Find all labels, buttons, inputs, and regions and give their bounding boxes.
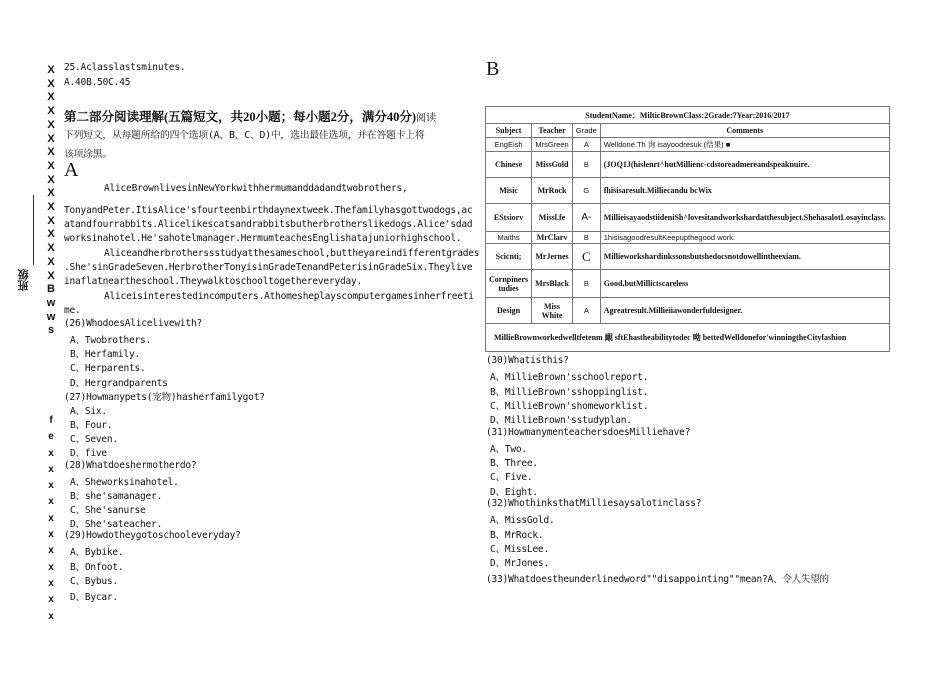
answer-option: D、five [70, 448, 107, 460]
margin-mark: x [48, 512, 54, 524]
margin-mark: X [47, 201, 55, 214]
margin-mark: x [48, 577, 54, 589]
cell-grade: B [572, 232, 600, 244]
passage-line: worksinahotel.He'sahotelmanager.HermumteachesEnglishatajuniorhighschool. [64, 233, 462, 244]
margin-mark: X [47, 187, 55, 200]
margin-mark: X [47, 118, 55, 131]
cell-teacher: MrsBlack [532, 270, 573, 298]
cell-subject: Misic [486, 178, 532, 204]
question-text: (30)Whatisthis? [486, 355, 569, 366]
report-footer: MillieBrownworkedwelltfetenm 靦 sftEhastheabilitytodec 呦 bettedWelldonefor'winningtheCityfashion [486, 324, 890, 352]
margin-mark: x [48, 463, 54, 475]
cell-grade: A- [572, 204, 600, 232]
q25-options: A.40B.50C.45 [64, 77, 131, 88]
answer-option: B、MrRock. [490, 529, 544, 541]
cell-subject: Maiths [486, 232, 532, 244]
cell-subject: Scicnti; [486, 244, 532, 270]
q25-text: 25.Aclasslastsminutes. [64, 62, 186, 73]
cell-comment: Millieworkshardinkssonsbutshedocsnotdowellintheexiam. [600, 244, 889, 270]
cell-subject: EStsiorv [486, 204, 532, 232]
margin-mark: X [47, 64, 55, 76]
col-header-grade: Grade [572, 124, 600, 138]
margin-mark: X [47, 228, 55, 241]
margin-mark: x [48, 529, 54, 541]
margin-mark: x [48, 545, 54, 557]
answer-option: A、Twobrothers. [70, 335, 152, 347]
answer-option: A、Two. [490, 443, 527, 455]
answer-option: D、She'sateacher. [70, 519, 163, 531]
cell-subject: EngEish [486, 138, 532, 152]
col-header-comments: Comments [600, 124, 889, 138]
margin-mark: X [47, 214, 55, 227]
col-header-subject: Subject [486, 124, 532, 138]
margin-mark: B [47, 283, 55, 296]
question-text: (28)Whatdoeshermotherdo? [64, 459, 197, 471]
margin-mark: X [47, 269, 55, 282]
passage-b-letter: B [486, 58, 500, 80]
passage-a-letter: A [64, 159, 79, 181]
cell-subject: Design [486, 298, 532, 324]
margin-mark: X [47, 77, 55, 90]
section-heading [64, 107, 436, 126]
cell-grade: C [572, 244, 600, 270]
school-report-table [485, 106, 890, 352]
passage-line: me. [64, 305, 81, 316]
cell-grade: A [572, 138, 600, 152]
answer-option: C、MillieBrown'shomeworklist. [490, 400, 649, 412]
margin-mark: X [47, 173, 55, 186]
passage-line: inaflatneartheschool.Theywalktoschooltogethereveryday. [64, 276, 363, 287]
answer-option: B、Three. [490, 458, 538, 470]
q33-text: (33)Whatdoestheunderlinedword""disappointing""mean?A、令人失望的 [486, 574, 829, 585]
class-label: 班级 [18, 269, 30, 291]
question-text: (29)Howdotheygotoschooleveryday? [64, 530, 241, 542]
cell-comment: (JOQ1J(hislenrt^hutMillienc-cdstoreadmereandspeaknuire. [600, 152, 889, 178]
report-header: StudentName：MilticBrownClass:2Grade:7Year:2016/2017 [486, 107, 890, 124]
margin-mark: w [46, 310, 56, 323]
cell-teacher: MrJernes [532, 244, 573, 270]
question-text: (32)WhothinksthatMilliesaysalotinclass? [486, 498, 702, 509]
cell-teacher: MrRock [532, 178, 573, 204]
question-text: (26)WhodoesAlicelivewith? [64, 318, 202, 329]
answer-option: C、She'sanurse [70, 504, 146, 516]
cell-comment: Agreatresult.Millieiiawonderfuldesigner. [600, 298, 889, 324]
section-instructions-end: 该项涂黑。 [64, 149, 112, 160]
margin-mark: x [48, 594, 54, 606]
answer-option: A、MillieBrown'sschoolreport. [490, 372, 649, 384]
margin-mark: X [47, 146, 55, 159]
margin-mark: x [48, 561, 54, 573]
cell-grade: B [572, 152, 600, 178]
section-instructions: 下列短文，从每题所给的四个选项(A、B、C、D)中，选出最佳选项，并在答题卡上将 [64, 130, 425, 141]
answer-option: D、Eight. [490, 486, 538, 498]
answer-option: D、MrJones. [490, 558, 549, 570]
cell-comment: fhisisaresult.Milliecandu bcWix [600, 178, 889, 204]
answer-option: C、Five. [490, 472, 533, 484]
cell-teacher: Miss White [532, 298, 573, 324]
passage-line: .She'sinGradeSeven.HerbrotherTonyisinGradeTenandPeterisinGradeSix.Theylive [64, 262, 473, 273]
cell-teacher: Missl.fe [532, 204, 573, 232]
answer-option: D、MillieBrown'sstudyplan. [490, 415, 632, 427]
passage-line: Aliceisinterestedincomputers.Athomesheplayscomputergamesinherfreeti [104, 291, 474, 302]
margin-mark: x [48, 610, 54, 622]
binding-margin-marks [44, 64, 58, 338]
margin-mark: X [47, 242, 55, 255]
answer-option: B、Four. [70, 420, 113, 432]
margin-mark: x [48, 496, 54, 508]
cell-teacher: MissGold [532, 152, 573, 178]
answer-option: B、Onfoot. [70, 561, 124, 573]
passage-line: atandfourrabbits.Alicelikescatsandrabbitsbutherbrotherslikedogs.Alice'sdad [64, 219, 473, 230]
answer-option: C、Bybus. [70, 575, 118, 587]
cell-comment: Welldone.Th 询 isayoodresuk (结果) ■ [600, 138, 889, 152]
margin-mark: X [47, 255, 55, 268]
section-title: 第二部分阅读理解(五篇短文，共20小题；每小题2分，满分40分) [64, 110, 417, 124]
passage-line: Aliceandherbrotherssstudyatthesameschool,buttheyareindifferentgrades [104, 248, 480, 259]
passage-line: AliceBrownlivesinNewYorkwithhermumanddadandtwobrothers, [104, 183, 408, 194]
cell-grade: G [572, 178, 600, 204]
binding-margin-marks-lower [44, 413, 58, 625]
answer-option: C、Seven. [70, 434, 118, 446]
col-header-teacher: Teacher [532, 124, 573, 138]
margin-mark: e [48, 431, 54, 443]
answer-option: B、Herfamily. [70, 349, 141, 361]
cell-subject: Cornpiners tudies [486, 270, 532, 298]
cell-teacher: MrsGreen [532, 138, 573, 152]
margin-mark: X [47, 105, 55, 118]
passage-line: TonyandPeter.ItisAlice'sfourteenbirthdaynextweek.Thefamilyhasgottwodogs,ac [64, 205, 473, 216]
class-fill-line [33, 195, 34, 265]
answer-option: D、Hergrandparents [70, 377, 168, 389]
answer-option: A、MissGold. [490, 515, 555, 527]
answer-option: A、Sheworksinahotel. [70, 476, 179, 488]
answer-option: D、Bycar. [70, 592, 118, 603]
answer-option: C、Herparents. [70, 363, 146, 375]
margin-mark: x [48, 480, 54, 492]
answer-option: B、she'samanager. [70, 490, 163, 502]
cell-teacher: MrClarv [532, 232, 573, 244]
margin-mark: X [47, 132, 55, 145]
section-title-tail: 阅读 [416, 113, 437, 124]
question-text: (31)HowmanymenteachersdoesMilliehave? [486, 426, 691, 438]
cell-grade: A [572, 298, 600, 324]
answer-option: C、MissLee. [490, 543, 549, 555]
cell-comment: 1hisisagoodresultKeepupthegood work. [600, 232, 889, 244]
margin-mark: w [46, 296, 56, 309]
margin-mark: X [47, 91, 55, 104]
margin-mark: X [47, 159, 55, 172]
question-text: (27)Howmanypets(宠物)hasherfamilygot? [64, 391, 265, 403]
answer-option: B、MillieBrown'sshoppinglist. [490, 386, 649, 398]
cell-comment: MillieisayaodstiideniSh^lovesitandworkshardatthesubject.ShehasalotLosayinclass. [600, 204, 889, 232]
cell-subject: Chinese [486, 152, 532, 178]
margin-mark: f [49, 415, 53, 426]
margin-mark: s [47, 324, 55, 337]
school-report-table-wrap [485, 106, 886, 352]
cell-comment: Good,butMillictscareless [600, 270, 889, 298]
margin-mark: x [48, 447, 54, 459]
cell-grade: B [572, 270, 600, 298]
answer-option: A、Bybike. [70, 547, 124, 559]
answer-option: A、Six. [70, 405, 107, 417]
